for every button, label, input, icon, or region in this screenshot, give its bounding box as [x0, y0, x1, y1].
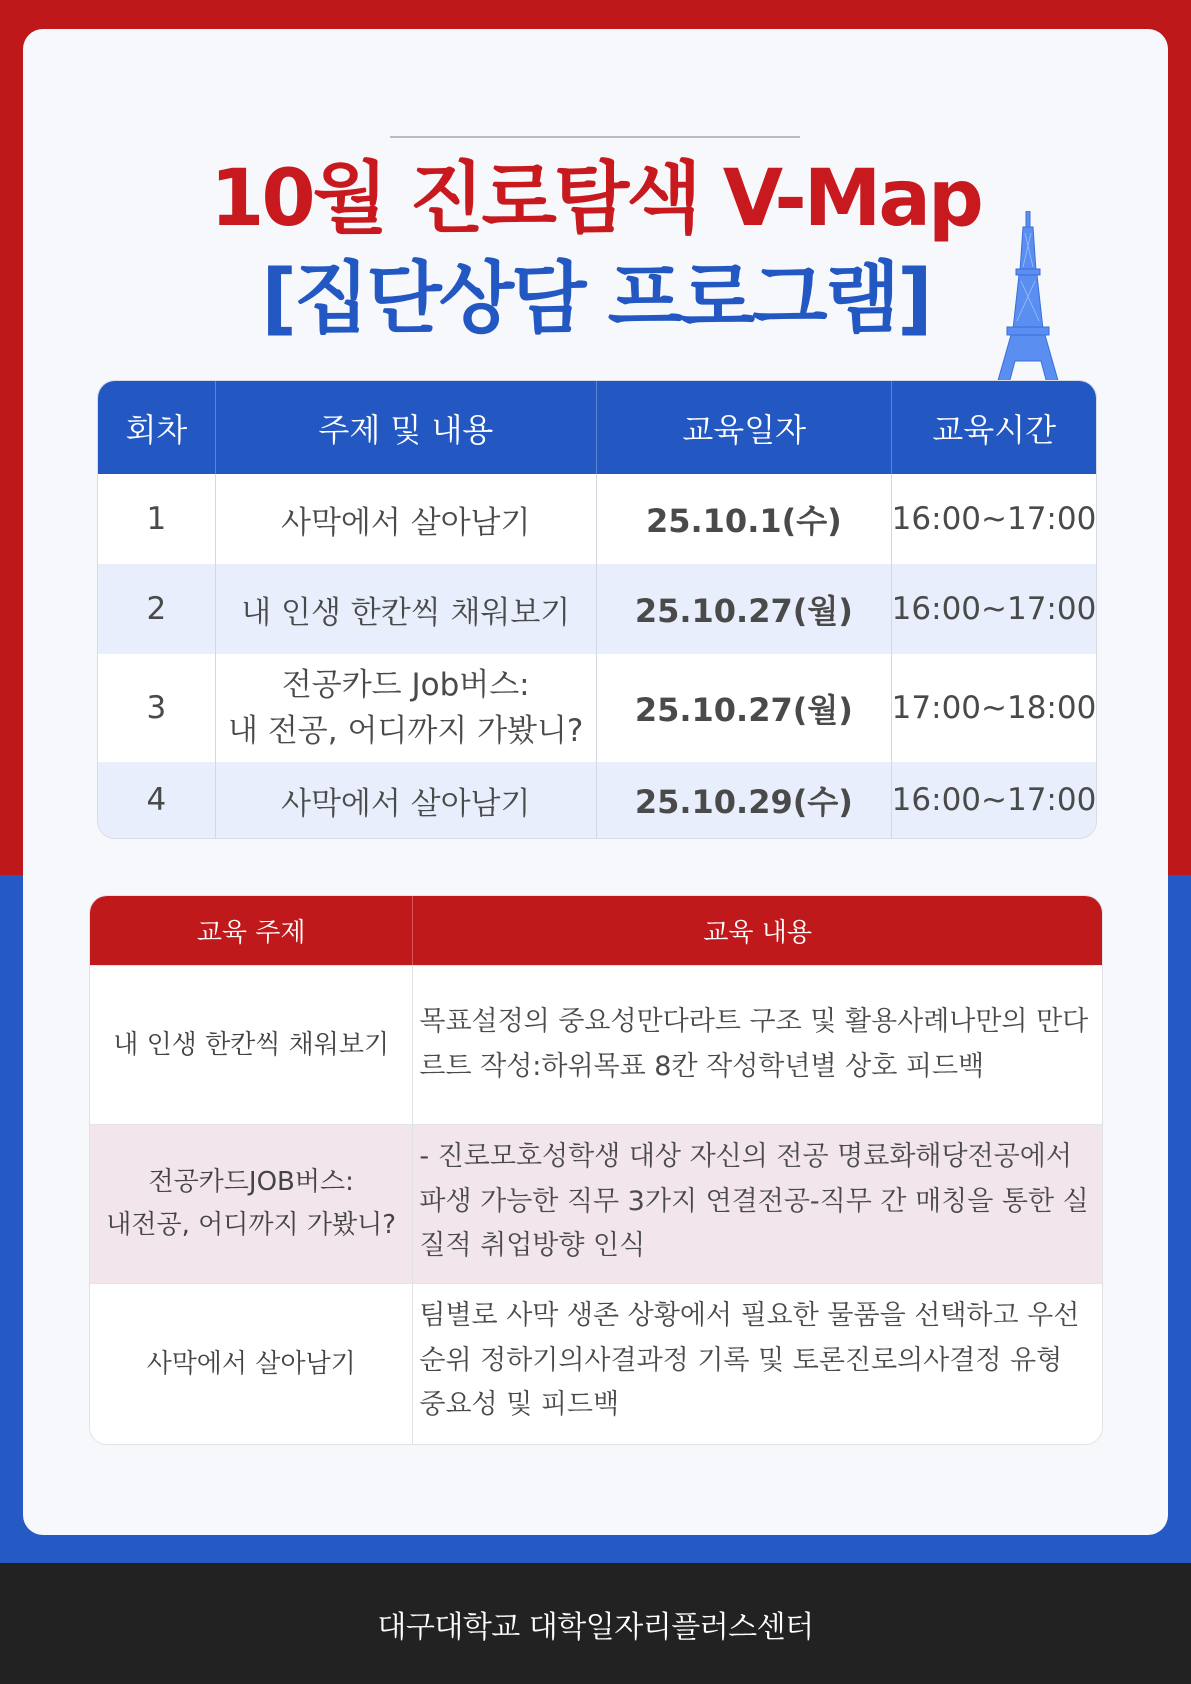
session-topic: 내 인생 한칸씩 채워보기 — [216, 564, 597, 654]
detail-topic: 사막에서 살아남기 — [90, 1284, 413, 1444]
poster-card — [23, 29, 1168, 1535]
session-date: 25.10.27(월) — [597, 564, 892, 654]
detail-topic — [90, 1125, 413, 1283]
session-topic-line1: 전공카드 Job버스: — [281, 666, 530, 703]
header-session: 회차 — [98, 381, 216, 474]
session-number: 2 — [98, 564, 216, 654]
session-time: 16:00~17:00 — [891, 501, 1097, 537]
session-date: 25.10.29(수) — [597, 762, 892, 838]
session-topic: 사막에서 살아남기 — [216, 762, 597, 838]
title-line1: 10월 진로탐색 V-Map — [210, 154, 981, 244]
session-number: 1 — [98, 474, 216, 564]
session-topic — [216, 654, 597, 762]
detail-topic-line2: 내전공, 어디까지 가봤니? — [106, 1210, 397, 1240]
detail-content: 목표설정의 중요성만다라트 구조 및 활용사례나만의 만다르트 작성:하위목표 8칸 작성학년별 상호 피드백 — [419, 1006, 1089, 1082]
session-date: 25.10.1(수) — [597, 474, 892, 564]
session-time: 17:00~18:00 — [891, 690, 1097, 726]
detail-content: 팀별로 사막 생존 상황에서 필요한 물품을 선택하고 우선순위 정하기의사결과정 기록 및 토론진로의사결정 유형 중요성 및 피드백 — [419, 1300, 1080, 1421]
session-time: 16:00~17:00 — [891, 591, 1097, 627]
table-row — [98, 762, 1096, 838]
header-date: 교육일자 — [597, 381, 892, 474]
detail-table — [89, 895, 1103, 1445]
title-divider — [390, 136, 800, 138]
table-row — [98, 654, 1096, 762]
table-row — [98, 564, 1096, 654]
session-number: 3 — [98, 654, 216, 762]
table-row — [90, 966, 1102, 1125]
detail-header-row — [90, 896, 1102, 966]
table-row — [98, 474, 1096, 564]
session-date: 25.10.27(월) — [597, 654, 892, 762]
detail-content: - 진로모호성학생 대상 자신의 전공 명료화해당전공에서 파생 가능한 직무 3가지 연결전공-직무 간 매칭을 통한 실질적 취업방향 인식 — [419, 1141, 1089, 1262]
header-topic: 주제 및 내용 — [216, 381, 597, 474]
schedule-table — [97, 380, 1097, 839]
table-row — [90, 1125, 1102, 1284]
header-time: 교육시간 — [932, 410, 1057, 449]
table-row — [90, 1284, 1102, 1444]
title-line2: [집단상담 프로그램] — [261, 254, 930, 344]
header-subject: 교육 주제 — [90, 896, 413, 965]
schedule-header-row — [98, 381, 1096, 474]
header-content: 교육 내용 — [703, 918, 813, 948]
detail-topic: 내 인생 한칸씩 채워보기 — [90, 966, 413, 1124]
footer-organization: 대구대학교 대학일자리플러스센터 — [0, 1563, 1191, 1684]
detail-topic-line1: 전공카드JOB버스: — [148, 1167, 354, 1198]
session-topic-line2: 내 전공, 어디까지 가봤니? — [228, 713, 584, 749]
session-time: 16:00~17:00 — [891, 782, 1097, 818]
session-topic: 사막에서 살아남기 — [216, 474, 597, 564]
session-number: 4 — [98, 762, 216, 838]
